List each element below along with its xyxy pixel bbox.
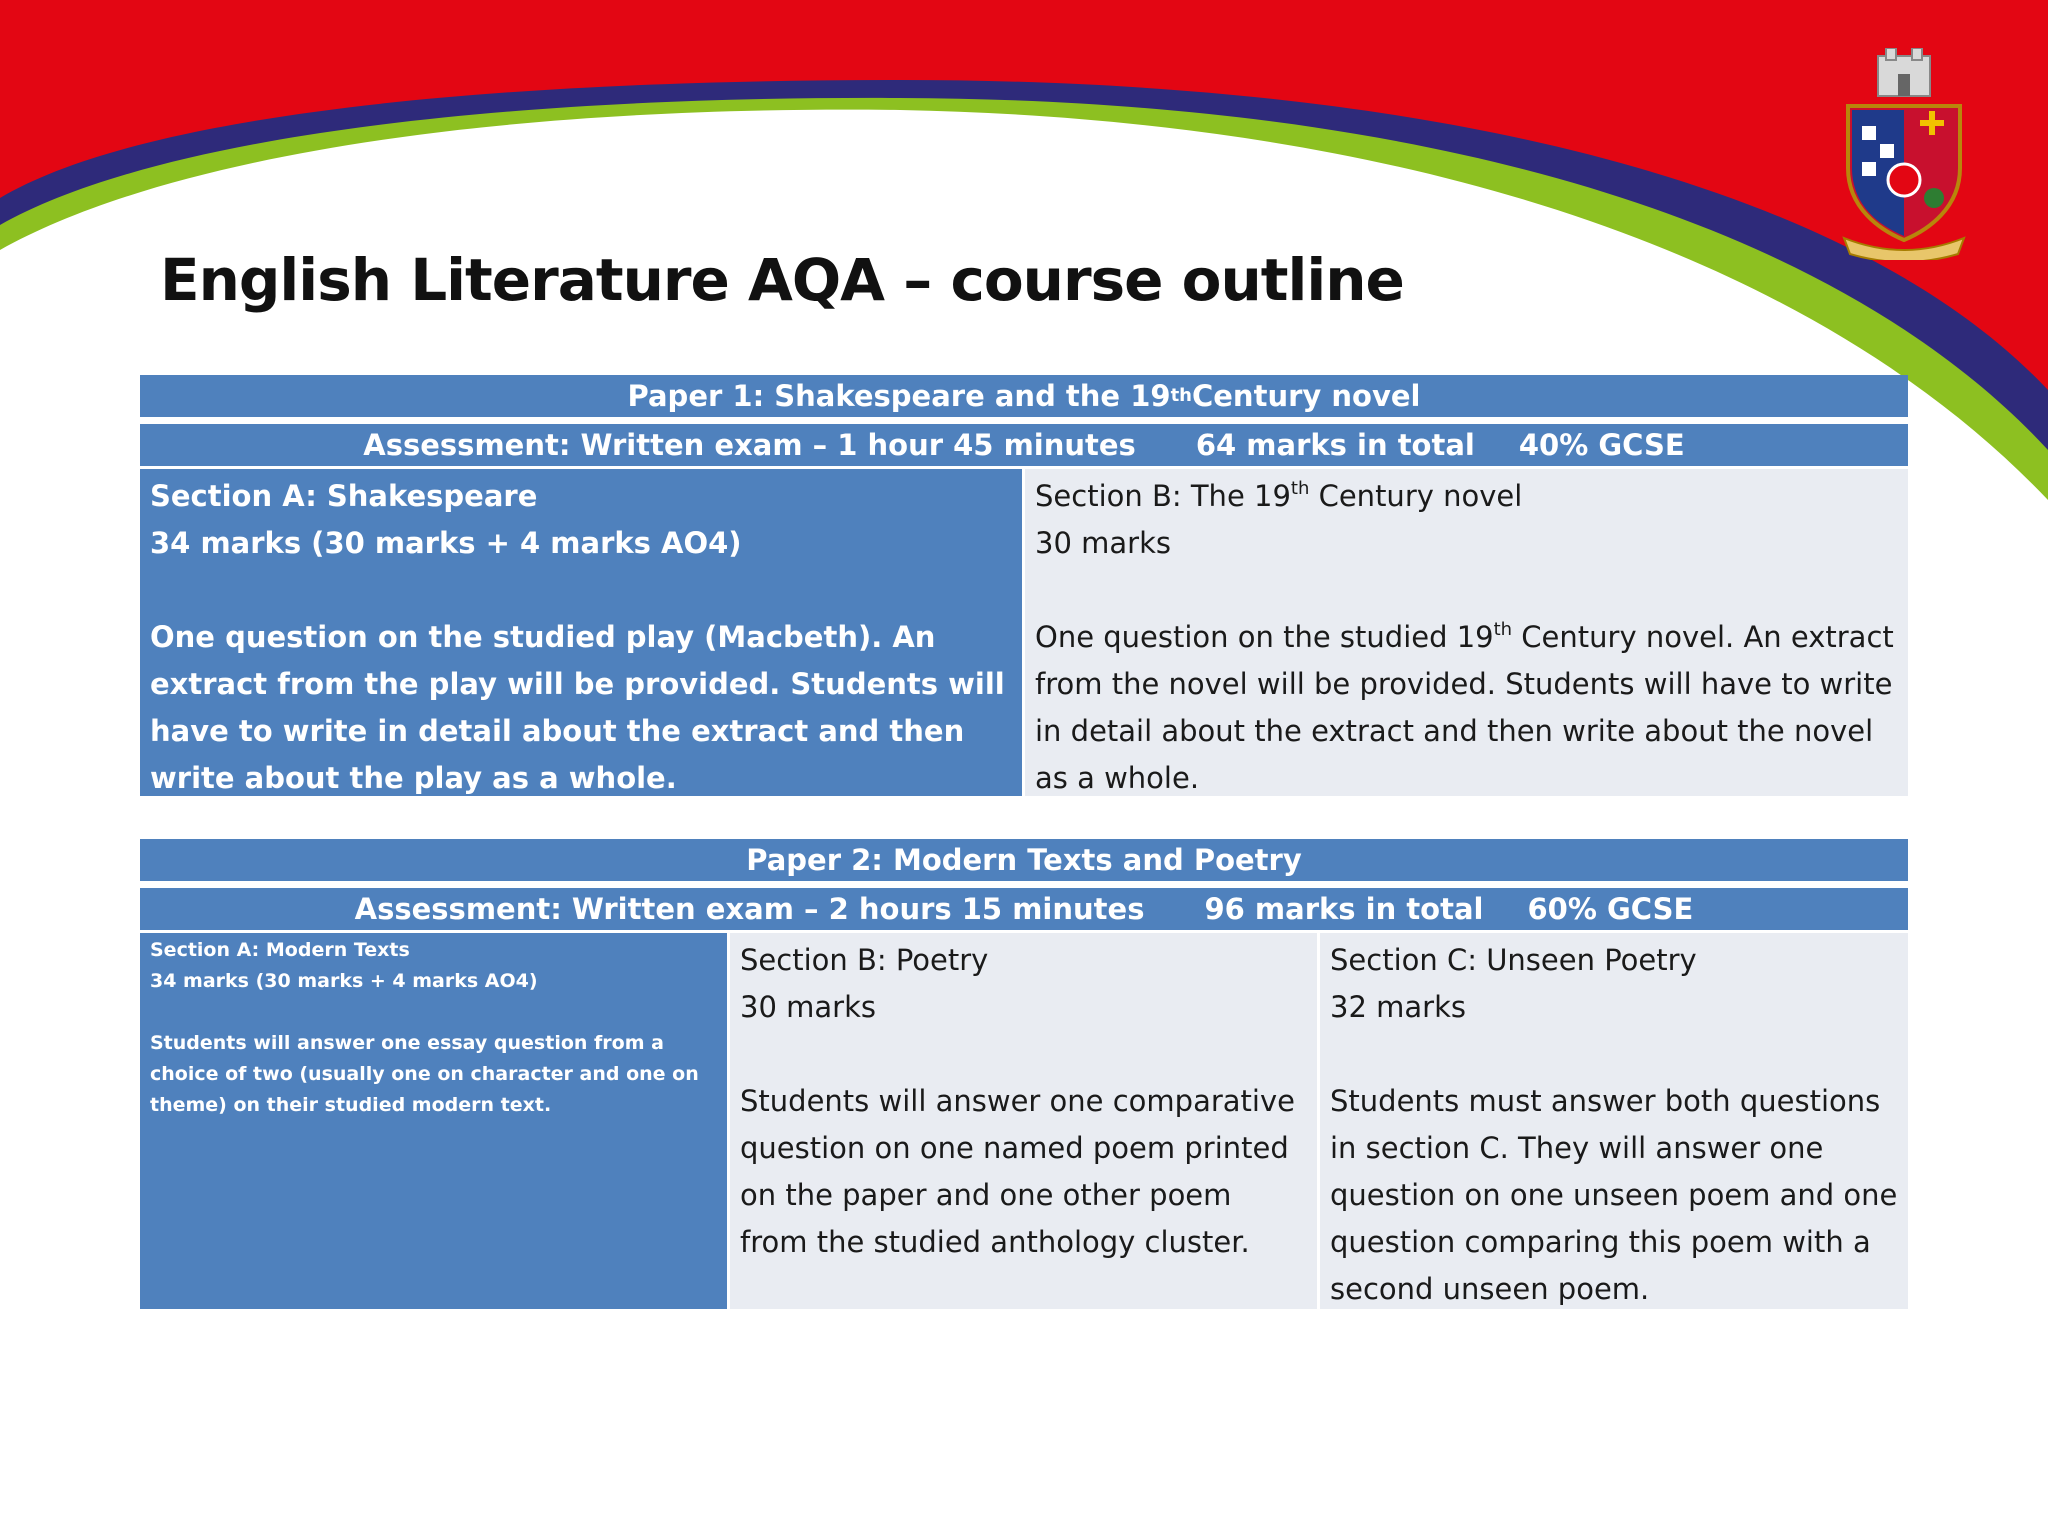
paper-2-section-b bbox=[727, 933, 1317, 1309]
paper-1-gcse-weight: 40% GCSE bbox=[1518, 428, 1685, 462]
paper-2-gcse-weight: 60% GCSE bbox=[1527, 892, 1694, 926]
section-description: One question on the studied play (Macbeth). An extract from the play will be provided. Students will have to write in detail about the extract and then write about the play as a whole. bbox=[150, 620, 1005, 795]
section-title bbox=[1035, 473, 1898, 520]
paper-1-exam-duration: Assessment: Written exam – 1 hour 45 minutes bbox=[363, 428, 1136, 462]
paper-1-header: Paper 1: Shakespeare and the 19 th Century novel bbox=[140, 375, 1908, 417]
section-description-text-end: Century novel. An extract from the novel will be provided. Students will have to write in detail about the extract and then write about the novel as a whole. bbox=[1035, 620, 1894, 795]
section-title: Section C: Unseen Poetry bbox=[1330, 943, 1697, 977]
section-description: Students must answer both questions in section C. They will answer one question on one unseen poem and one question comparing this poem with a second unseen poem. bbox=[1330, 1084, 1898, 1306]
section-description: Students will answer one essay question from a choice of two (usually one on character and one on theme) on their studied modern text. bbox=[150, 1032, 699, 1116]
paper-2-assessment bbox=[140, 888, 1908, 930]
paper-2-sections bbox=[140, 933, 1908, 1309]
paper-2-table bbox=[140, 839, 1908, 1309]
paper-1-total-marks: 64 marks in total bbox=[1195, 428, 1475, 462]
paper-1-section-b bbox=[1022, 469, 1908, 796]
paper-2-exam-duration: Assessment: Written exam – 2 hours 15 minutes bbox=[354, 892, 1145, 926]
paper-1-assessment bbox=[140, 424, 1908, 466]
slide-title: English Literature AQA – course outline bbox=[160, 246, 1404, 314]
section-title: Section B: Poetry bbox=[740, 943, 989, 977]
paper-2-section-c bbox=[1317, 933, 1908, 1309]
paper-1-header-text-end: Century novel bbox=[1191, 379, 1421, 413]
paper-1-sections bbox=[140, 469, 1908, 796]
paper-2-total-marks: 96 marks in total bbox=[1204, 892, 1484, 926]
paper-1-table bbox=[140, 375, 1908, 796]
paper-2-section-a bbox=[140, 933, 727, 1309]
section-description-text: One question on the studied 19 bbox=[1035, 620, 1494, 654]
section-description: Students will answer one comparative question on one named poem printed on the paper and one other poem from the studied anthology cluster. bbox=[740, 1084, 1295, 1259]
paper-2-header: Paper 2: Modern Texts and Poetry bbox=[140, 839, 1908, 881]
section-marks: 32 marks bbox=[1330, 990, 1466, 1024]
section-title: Section A: Modern Texts bbox=[150, 939, 410, 961]
section-title-text: Section B: The 19 bbox=[1035, 479, 1291, 513]
ordinal-suffix: th bbox=[1290, 478, 1310, 499]
ordinal-suffix: th bbox=[1493, 619, 1513, 640]
section-marks: 34 marks (30 marks + 4 marks AO4) bbox=[150, 970, 538, 992]
castle-icon bbox=[1878, 48, 1930, 96]
paper-1-section-a bbox=[140, 469, 1022, 796]
section-description bbox=[1035, 614, 1898, 802]
school-crest-logo bbox=[1838, 48, 1970, 260]
section-marks: 30 marks bbox=[740, 990, 876, 1024]
section-marks: 34 marks (30 marks + 4 marks AO4) bbox=[150, 526, 742, 560]
paper-1-header-text: Paper 1: Shakespeare and the 19 bbox=[627, 379, 1171, 413]
section-marks: 30 marks bbox=[1035, 526, 1171, 560]
section-title-text-end: Century novel bbox=[1309, 479, 1523, 513]
section-title: Section A: Shakespeare bbox=[150, 479, 538, 513]
